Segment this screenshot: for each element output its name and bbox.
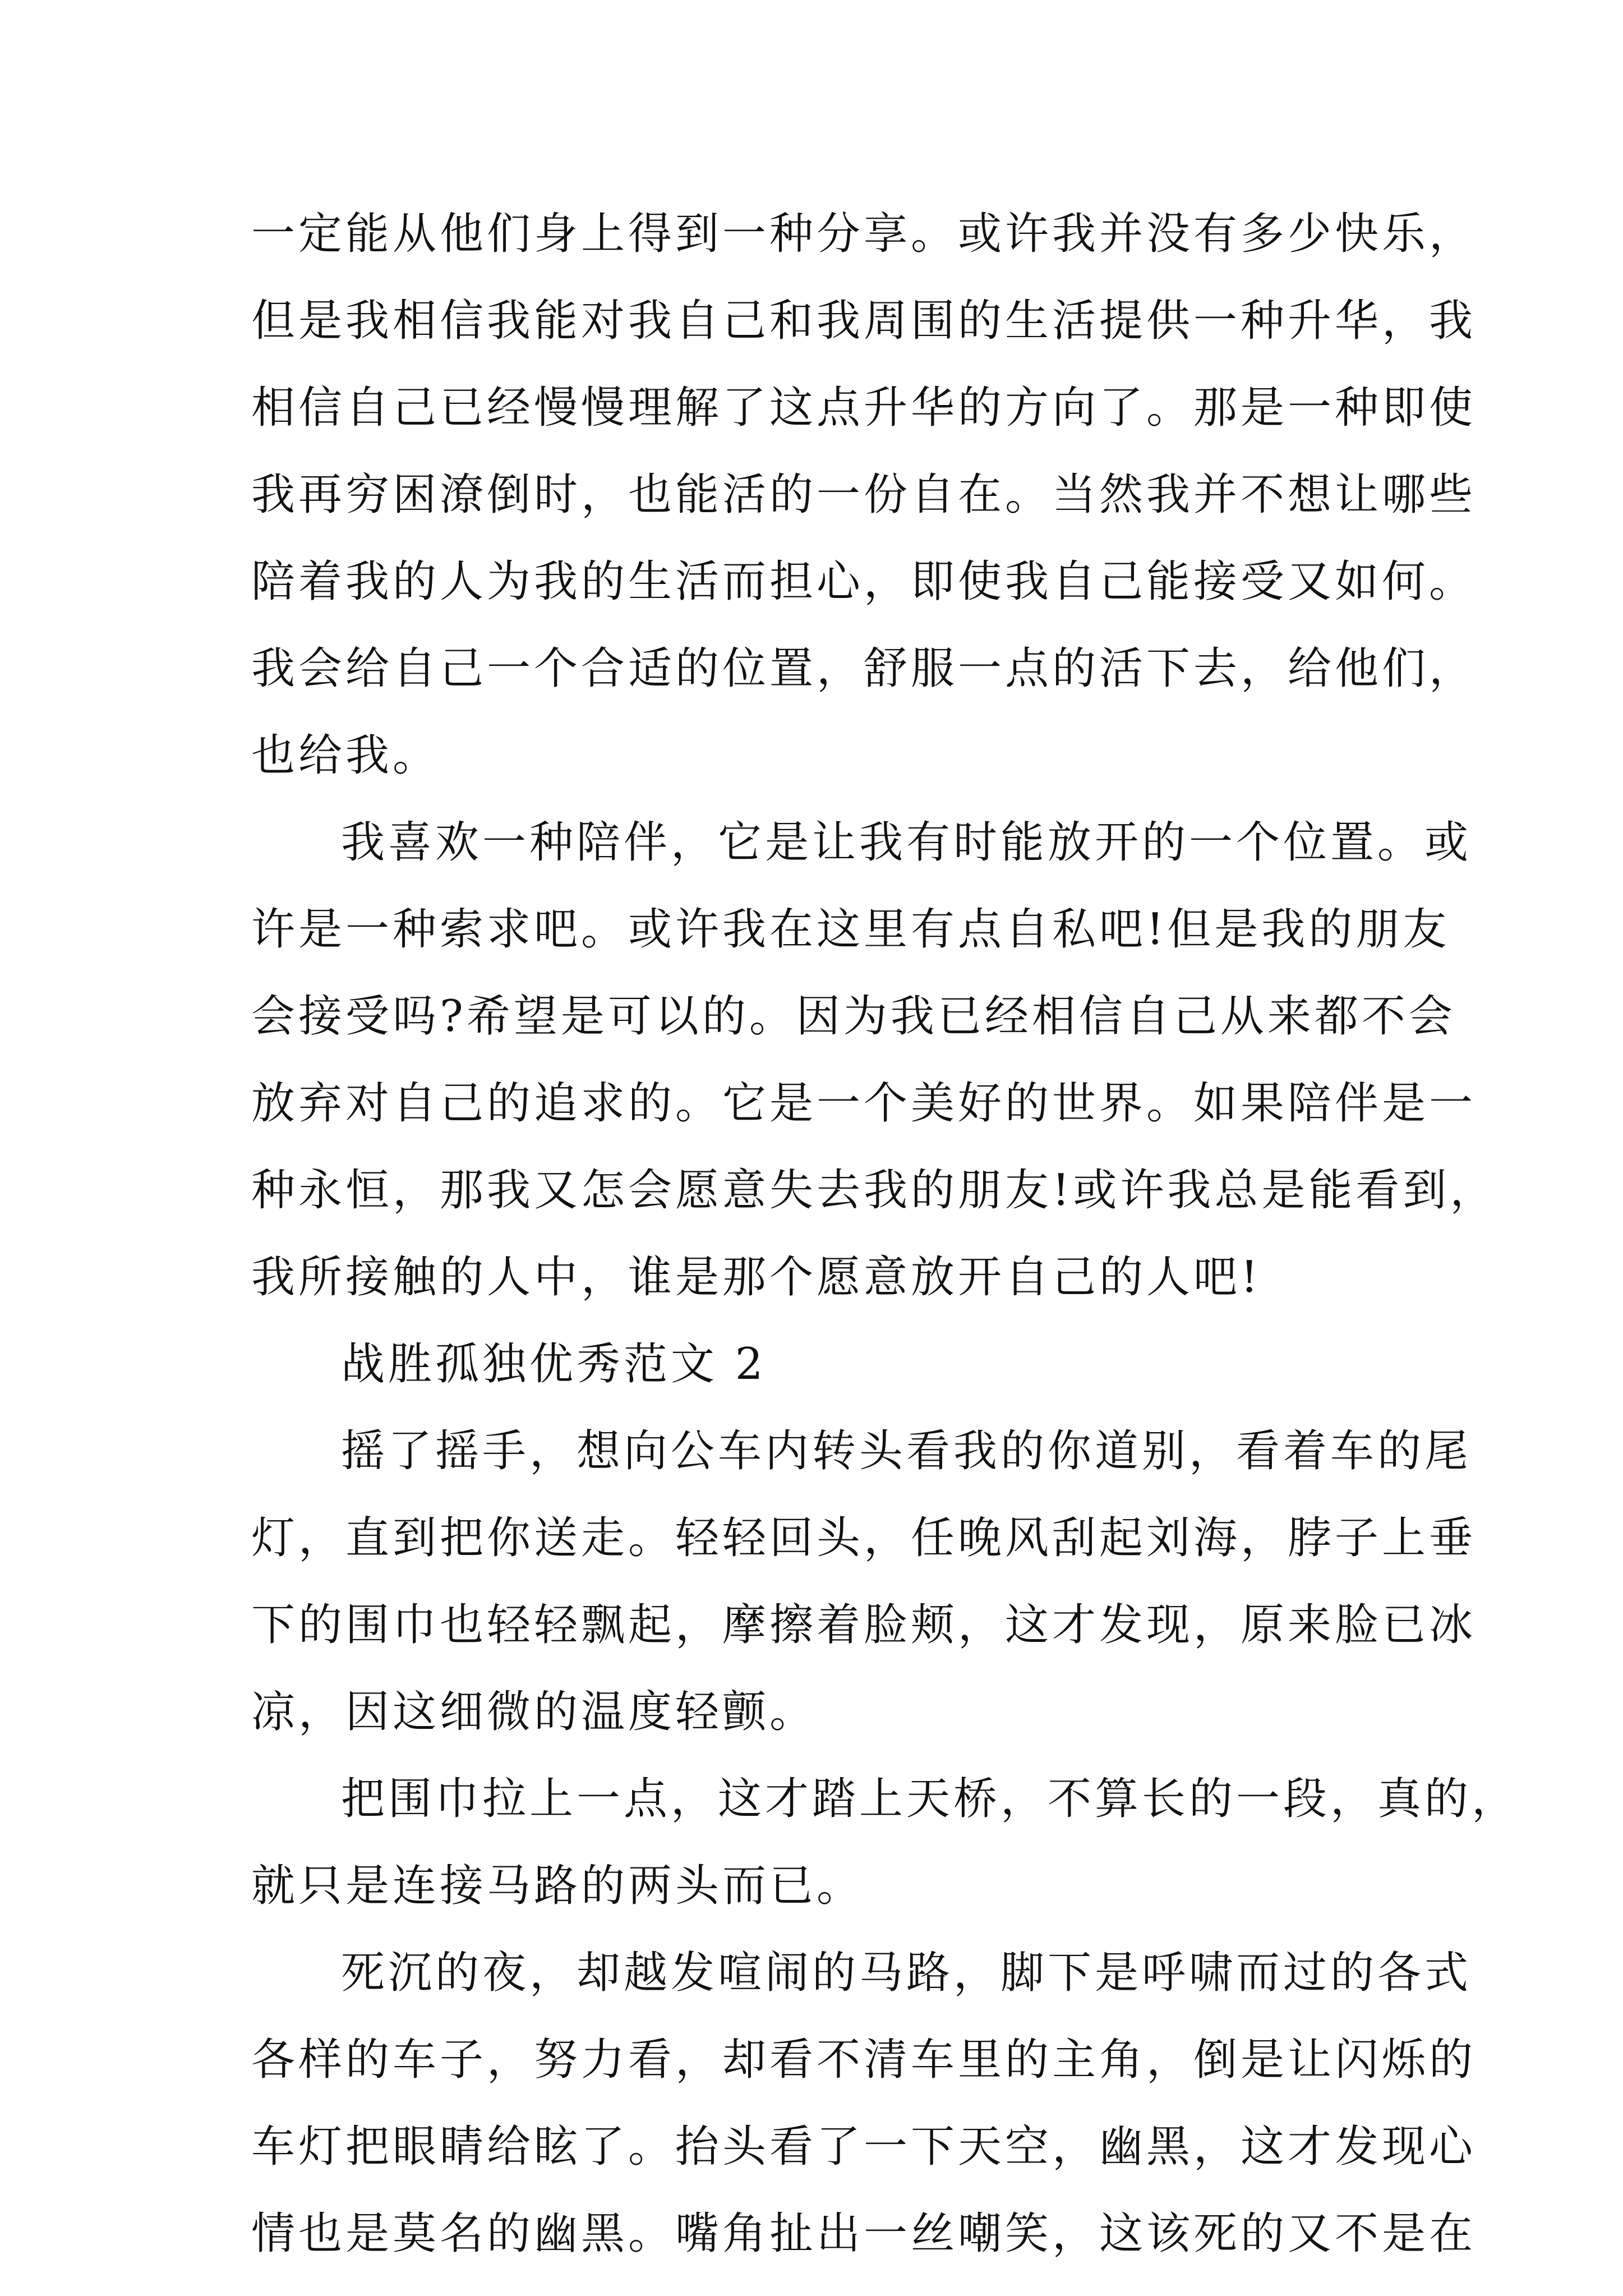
text-line-3: 相信自己已经慢慢理解了这点升华的方向了。那是一种即使 xyxy=(251,383,1477,433)
text-line-8: 我喜欢一种陪伴，它是让我有时能放开的一个位置。或 xyxy=(341,817,1472,868)
text-line-20: 就只是连接马路的两头而已。 xyxy=(251,1861,864,1911)
text-line-23: 车灯把眼睛给眩了。抬头看了一下天空，幽黑，这才发现心 xyxy=(251,2122,1477,2172)
text-line-19: 把围巾拉上一点，这才踏上天桥，不算长的一段，真的， xyxy=(341,1774,1519,1824)
text-line-1: 一定能从他们身上得到一种分享。或许我并没有多少快乐， xyxy=(251,209,1477,259)
text-line-10: 会接受吗?希望是可以的。因为我已经相信自己从来都不会 xyxy=(251,991,1456,1042)
text-line-11: 放弃对自己的追求的。它是一个美好的世界。如果陪伴是一 xyxy=(251,1078,1477,1129)
text-line-13: 我所接触的人中，谁是那个愿意放开自己的人吧! xyxy=(251,1252,1262,1303)
text-line-18: 凉，因这细微的温度轻颤。 xyxy=(251,1687,817,1737)
body-text xyxy=(251,191,1519,2277)
text-line-6: 我会给自己一个合适的位置，舒服一点的活下去，给他们， xyxy=(251,643,1477,694)
text-line-17: 下的围巾也轻轻飘起，摩擦着脸颊，这才发现，原来脸已冰 xyxy=(251,1600,1477,1650)
text-line-12: 种永恒，那我又怎会愿意失去我的朋友!或许我总是能看到， xyxy=(251,1165,1497,1216)
text-line-22: 各样的车子，努力看，却看不清车里的主角，倒是让闪烁的 xyxy=(251,2035,1477,2085)
text-line-15: 摇了摇手，想向公车内转头看我的你道别，看着车的尾 xyxy=(341,1426,1472,1476)
text-line-24: 情也是莫名的幽黑。嘴角扯出一丝嘲笑，这该死的又不是在 xyxy=(251,2208,1477,2259)
text-line-2: 但是我相信我能对我自己和我周围的生活提供一种升华，我 xyxy=(251,296,1477,346)
text-line-16: 灯，直到把你送走。轻轻回头，任晚风刮起刘海，脖子上垂 xyxy=(251,1513,1477,1563)
text-line-9: 许是一种索求吧。或许我在这里有点自私吧!但是我的朋友 xyxy=(251,904,1450,955)
text-line-21: 死沉的夜，却越发喧闹的马路，脚下是呼啸而过的各式 xyxy=(341,1948,1472,1998)
text-line-4: 我再穷困潦倒时，也能活的一份自在。当然我并不想让哪些 xyxy=(251,470,1477,520)
text-line-5: 陪着我的人为我的生活而担心，即使我自己能接受又如何。 xyxy=(251,556,1477,607)
section-heading: 战胜孤独优秀范文 2 xyxy=(341,1339,767,1389)
text-line-7: 也给我。 xyxy=(251,730,440,781)
